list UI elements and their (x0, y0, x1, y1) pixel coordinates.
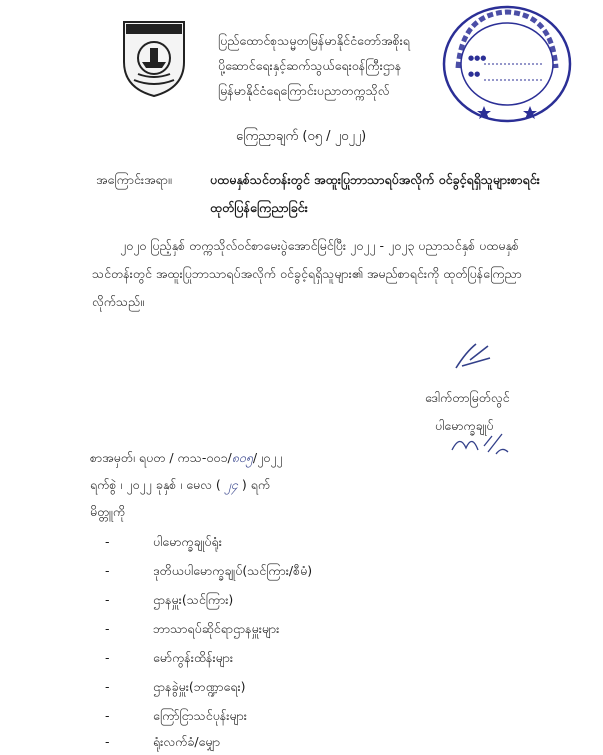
distribution-item: - ဘာသာရပ်ဆိုင်ရာဌာနမှူးများ (105, 621, 280, 636)
distribution-item: - ဌာနခွဲမှူး(ဘဏ္ဍာရေး) (105, 679, 246, 694)
distribution-item: - မော်ကွန်းထိန်းများ (105, 650, 234, 665)
university-logo (120, 18, 188, 98)
body-line-2: သင်တန်းတွင် အထူးပြုဘာသာရပ်အလိုက် ဝင်ခွင့်ရရှိသူများ၏ အမည်စာရင်းကို ထုတ်ပြန်ကြေညာ (92, 266, 522, 281)
signatory-name: ဒေါက်တာမြတ်လွင် (425, 390, 510, 405)
svg-text:●●: ●● (468, 70, 481, 78)
header-line-government: ပြည်ထောင်စုသမ္မတမြန်မာနိုင်ငံတော်အစိုးရ (218, 33, 410, 48)
signatory-title: ပါမောက္ခချုပ် (435, 418, 494, 433)
subject-line-2: ထုတ်ပြန်ကြေညာခြင်း (210, 200, 308, 215)
date-prefix: ရက်စွဲ ၊ ၂၀၂၂ ခုနှစ် ၊ မေလ ( (90, 477, 221, 492)
reference-handwritten-number: ၈၀၅ (231, 450, 253, 465)
subject-label: အကြောင်းအရာ။ (96, 172, 172, 187)
distribution-item: - ရုံးလက်ခံ/မျှော (105, 734, 221, 749)
announcement-number: ကြေညာချက် (၀၅ / ၂၀၂၂) (236, 129, 367, 144)
initials (450, 428, 510, 458)
official-stamp (438, 2, 576, 126)
body-line-1: ၂၀၂၀ ပြည့်နှစ် တက္ကသိုလ်ဝင်စာမေးပွဲအောင်မြင်ပြီး ၂၀၂၂ - ၂၀၂၃ ပညာသင်နှစ် ပထမနှစ် (120, 238, 519, 253)
reference-number (90, 450, 283, 469)
svg-text:●●●: ●●● (468, 54, 487, 62)
header-line-university: မြန်မာနိုင်ငံရေကြောင်းပညာတက္ကသိုလ် (218, 83, 390, 98)
distribution-item: - ဒုတိယပါမောက္ခချုပ်(သင်ကြား/စီမံ) (105, 563, 313, 578)
date-suffix: ) ရက် (241, 477, 271, 492)
date-line (90, 477, 270, 496)
reference-suffix: /၂၀၂၂ (252, 450, 283, 465)
signature (452, 338, 496, 372)
copy-to-label: မိတ္တူကို (90, 504, 126, 519)
reference-prefix: စာအမှတ်၊ ရပတ / ကသ-၀၀၁/ (90, 450, 232, 465)
distribution-item: - ဌာနမှူး(သင်ကြား) (105, 592, 234, 607)
body-line-3: လိုက်သည်။ (92, 294, 144, 309)
header-line-ministry: ပို့ဆောင်ရေးနှင့်ဆက်သွယ်ရေးဝန်ကြီးဌာန (218, 58, 402, 73)
distribution-item: - ပါမောက္ခချုပ်ရုံး (105, 534, 222, 549)
subject-line-1: ပထမနှစ်သင်တန်းတွင် အထူးပြုဘာသာရပ်အလိုက် ဝင်ခွင့်ရရှိသူများစာရင်း (210, 172, 540, 187)
date-handwritten-day: ၂၄ (224, 477, 238, 492)
distribution-item: - ကြော်ငြာသင်ပုန်းများ (105, 708, 247, 723)
